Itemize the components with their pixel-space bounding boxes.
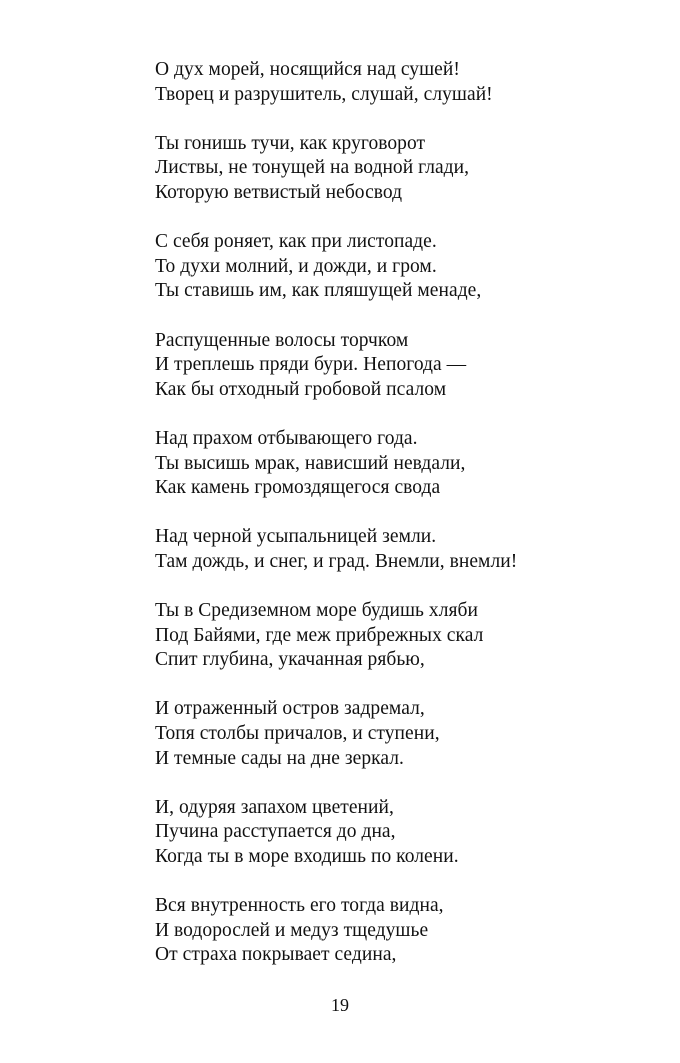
poem-line: И отраженный остров задремал, (155, 698, 425, 720)
poem-line: Вся внутренность его тогда видна, (155, 895, 444, 917)
poem-line: Ты ставишь им, как пляшущей менаде, (155, 280, 482, 302)
poem-line: Ты высишь мрак, нависший невдали, (155, 452, 466, 474)
stanza (155, 329, 635, 403)
poem-line: То духи молний, и дожди, и гром. (155, 255, 437, 277)
poem-line: Топя столбы причалов, и ступени, (155, 723, 440, 745)
poem-line: Там дождь, и снег, и град. Внемли, внемли! (155, 550, 518, 572)
stanza (155, 599, 635, 673)
stanza (155, 230, 635, 304)
poem-line: Над прахом отбывающего года. (155, 427, 418, 449)
poem-line: Ты гонишь тучи, как круговорот (155, 132, 426, 154)
poem-line: С себя роняет, как при листопаде. (155, 231, 437, 253)
poem-line: Распущенные волосы торчком (155, 329, 409, 351)
poem-text (155, 58, 635, 993)
poem-line: Под Байями, где меж прибрежных скал (155, 624, 484, 646)
poem-line: Спит глубина, укачанная рябью, (155, 649, 425, 671)
stanza (155, 796, 635, 870)
stanza (155, 132, 635, 206)
poem-line: Когда ты в море входишь по колени. (155, 846, 459, 867)
poem-line: И водорослей и медуз тщедушье (155, 919, 429, 941)
poem-line: И треплешь пряди бури. Непогода — (155, 354, 467, 376)
stanza (155, 58, 635, 107)
stanza (155, 697, 635, 771)
stanza (155, 525, 635, 574)
poem-line: О дух морей, носящийся над сушей! (155, 59, 460, 80)
poem-line: От страха покрывает седина, (155, 944, 397, 966)
poem-line: И темные сады на дне зеркал. (155, 747, 404, 769)
poem-line: Ты в Средиземном море будишь хляби (155, 600, 478, 622)
stanza (155, 427, 635, 501)
poem-line: Творец и разрушитель, слушай, слушай! (155, 83, 493, 105)
stanza (155, 894, 635, 968)
page-number: 19 (331, 995, 349, 1015)
poem-line: Над черной усыпальницей земли. (155, 526, 437, 548)
poem-line: Как бы отходный гробовой псалом (155, 378, 447, 400)
poem-line: И, одуряя запахом цветений, (155, 796, 394, 818)
poem-line: Пучина расступается до дна, (155, 821, 396, 843)
poem-line: Листвы, не тонущей на водной глади, (155, 157, 470, 179)
poem-line: Как камень громоздящегося свода (155, 477, 441, 499)
poem-line: Которую ветвистый небосвод (155, 181, 403, 203)
